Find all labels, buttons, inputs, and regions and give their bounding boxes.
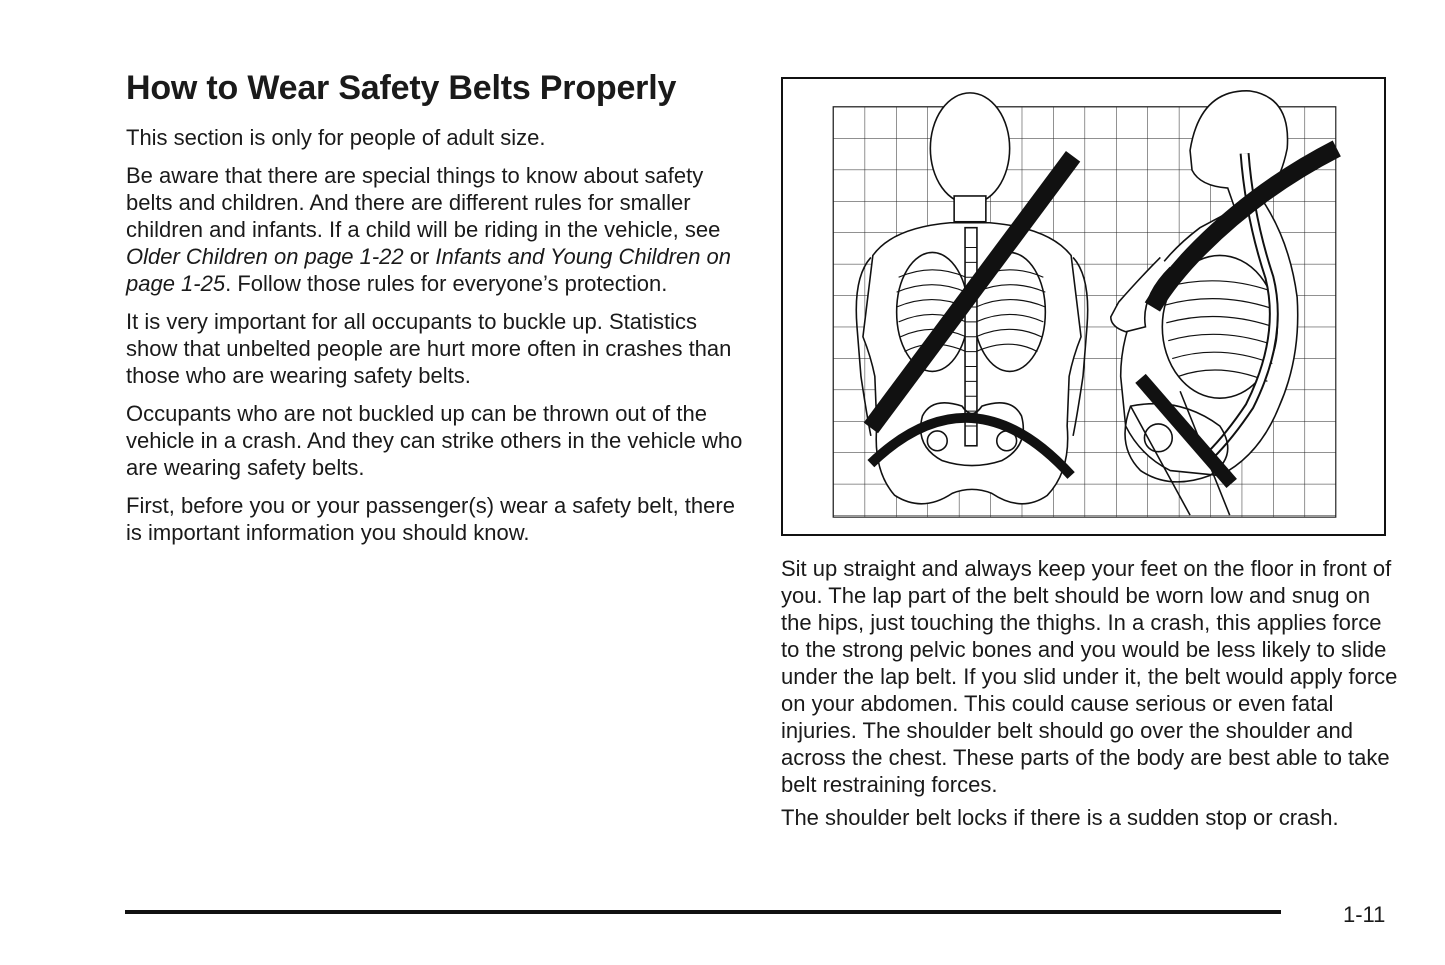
left-column [126,124,751,557]
children-text-c: . Follow those rules for everyone’s protection. [225,271,668,296]
children-text-b: or [403,244,436,269]
unbuckled-paragraph: Occupants who are not buckled up can be thrown out of the vehicle in a crash. And they can strike others in the vehicle who are wearing safety belts. [126,401,743,480]
belt-locks-paragraph: The shoulder belt locks if there is a sudden stop or crash. [781,805,1339,830]
buckle-up-paragraph: It is very important for all occupants to buckle up. Statistics show that unbelted people are hurt more often in crashes than those who are wearing safety belts. [126,309,732,388]
children-paragraph [126,162,751,297]
children-text-a: Be aware that there are special things to know about safety belts and children. And there are different rules for smaller children and infants. If a child will be riding in the vehicle, see [126,163,721,242]
right-column [781,555,1401,842]
page-number: 1-11 [1343,902,1386,927]
skeleton-belt-diagram [783,79,1384,534]
important-info-paragraph: First, before you or your passenger(s) wear a safety belt, there is important information you should know. [126,493,735,545]
intro-paragraph: This section is only for people of adult size. [126,125,546,150]
older-children-link[interactable]: Older Children on page 1-22 [126,244,404,269]
footer-rule [125,910,1281,914]
posture-paragraph: Sit up straight and always keep your feet on the floor in front of you. The lap part of the belt should be worn low and snug on the hips, just touching the thighs. In a crash, this applies force to the strong pelvic bones and you would be less likely to slide under the lap belt. If you slid under it, the belt would apply force on your abdomen. This could cause serious or even fatal injuries. The shoulder belt should go over the shoulder and across the chest. These parts of the body are best able to take belt restraining forces. [781,556,1398,797]
infants-link[interactable]: Infants and Young Children on page 1-25 [126,244,732,296]
page-title: How to Wear Safety Belts Properly [126,69,677,107]
safety-belt-illustration [781,77,1386,536]
